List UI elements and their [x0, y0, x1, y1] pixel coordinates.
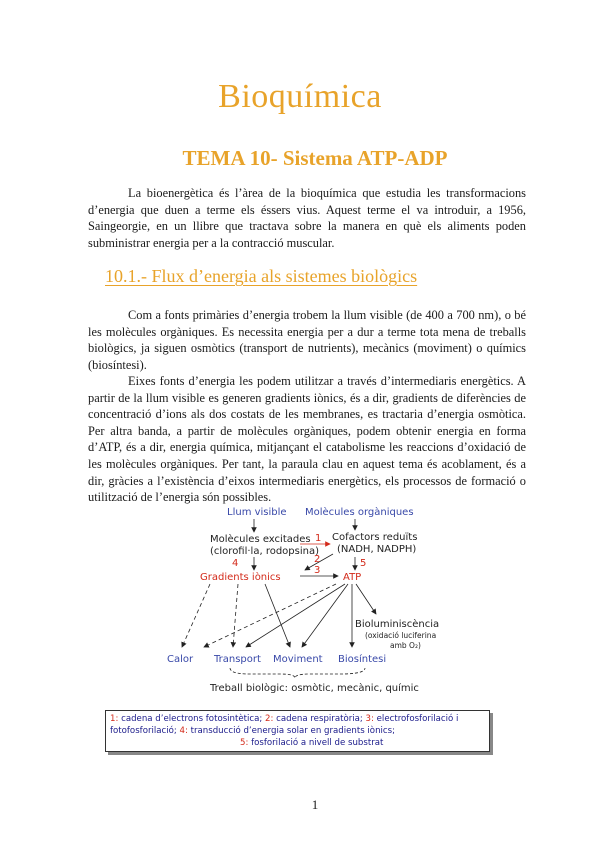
- arrow-atp-calor: [204, 584, 336, 647]
- label-biosintesi: Biosíntesi: [338, 654, 387, 665]
- legend-num-5: 5:: [240, 738, 249, 748]
- arrow-atp-transport: [246, 584, 345, 647]
- arrow-gradients-moviment: [265, 584, 290, 647]
- label-llum-visible: Llum visible: [227, 507, 287, 518]
- legend-text-2: cadena respiratòria;: [273, 714, 366, 724]
- page-number: 1: [311, 797, 319, 812]
- num-2: 2: [314, 554, 321, 565]
- document-title: Bioquímica: [218, 78, 382, 115]
- num-4: 4: [232, 558, 239, 569]
- label-cofactors: Cofactors reduïts: [332, 532, 418, 543]
- diagram-legend: [105, 710, 490, 752]
- paragraph-intermediaries: Eixes fonts d’energia les podem utilitzar a través d’intermediaris energètics. A partir de la llum visible es generen gradients iònics, és a dir, gradients de diferències de concentració d’ions als dos costats de les membranes, es tractaria d’energia osmòtica. Per altra banda, a partir de molècules orgàniques, podem obtenir energia en forma d’ATP, és a dir, energia química, mitjançant el catabolisme les reaccions d’oxidació de les molècules orgàniques. Per tant, la paraula clau en aquest tema és acoblament, és a dir, gràcies a l’existència d’eixos intermediaris energètics, els processos de formació o utilització de l’energia són possibles.: [88, 374, 526, 505]
- legend-num-4: 4:: [179, 726, 188, 736]
- label-atp: ATP: [343, 572, 362, 583]
- label-bioluminiscencia: Bioluminiscència: [355, 619, 440, 630]
- energy-flow-diagram: [150, 502, 490, 697]
- label-treball-biologic: Treball biològic: osmòtic, mecànic, químic: [210, 683, 419, 694]
- arrow-atp-bioluminiscencia: [356, 584, 376, 614]
- label-molecules-excitades: Molècules excitades: [210, 534, 311, 545]
- energy-flow-svg: [150, 502, 490, 697]
- arrow-atp-moviment: [302, 584, 348, 647]
- legend-text-3: electrofosforilació i fotofosforilació;: [110, 714, 459, 736]
- label-calor: Calor: [167, 654, 194, 665]
- label-nadh: (NADH, NADPH): [337, 544, 417, 555]
- legend-num-3: 3:: [365, 714, 374, 724]
- label-amb-o2: amb O₂): [390, 641, 421, 650]
- label-clorofila: (clorofil·la, rodopsina): [210, 546, 320, 557]
- legend-num-1: 1:: [110, 714, 119, 724]
- label-transport: Transport: [214, 654, 261, 665]
- num-3: 3: [314, 565, 321, 576]
- paragraph-energy-sources: Com a fonts primàries d’energia trobem la llum visible (de 400 a 700 nm), o bé les molècules orgàniques. Es necessita energia per a dur a terme tota mena de treballs biològics, ja siguen osmòtics (transport de nutrients), mecànics (moviment) o químics (biosíntesi).: [88, 308, 526, 372]
- label-moviment: Moviment: [273, 654, 323, 665]
- label-oxidacio: (oxidació luciferina: [365, 631, 437, 640]
- num-5: 5: [360, 558, 367, 569]
- legend-text-5: fosforilació a nivell de substrat: [248, 738, 384, 748]
- arrow-gradients-transport: [233, 584, 238, 647]
- legend-text-4: transducció d’energia solar en gradients iònics;: [187, 726, 395, 736]
- bracket: [230, 668, 365, 678]
- legend-text-1: cadena d’electrons fotosintètica;: [118, 714, 266, 724]
- num-1: 1: [315, 533, 322, 544]
- legend-num-2: 2:: [265, 714, 274, 724]
- intro-paragraph: La bioenergètica és l’àrea de la bioquímica que estudia les transformacions d’energia que duen a terme els éssers vius. Aquest terme el va introduir, a 1956, Saingeorgie, en un llibre que tractava sobre la manera en què els aliments poden subministrar energia per a la contracció muscular.: [88, 186, 526, 250]
- label-molecules-organiques: Molècules orgàniques: [305, 507, 414, 518]
- section-heading: 10.1.- Flux d’energia als sistemes biològics: [105, 266, 418, 286]
- label-gradients: Gradients iònics: [200, 572, 281, 583]
- document-subtitle: TEMA 10- Sistema ATP-ADP: [182, 146, 448, 170]
- arrow-gradients-calor: [182, 584, 210, 647]
